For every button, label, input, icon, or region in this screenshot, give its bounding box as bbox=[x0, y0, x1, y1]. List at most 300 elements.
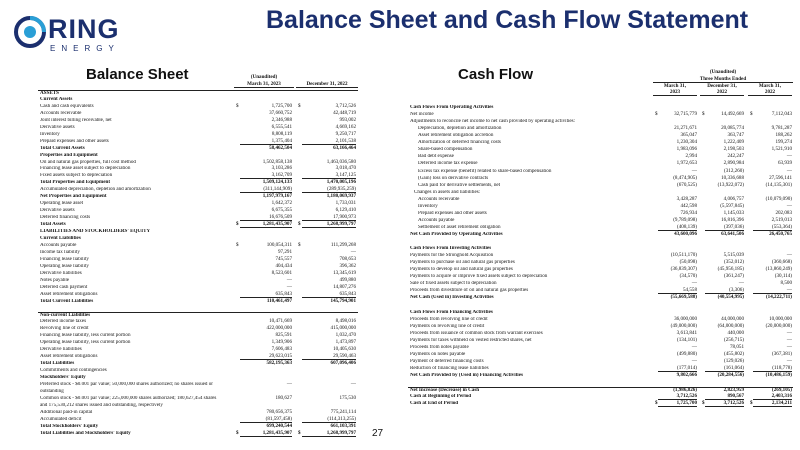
row-value-col2: 14,807,276 bbox=[333, 283, 356, 290]
row-value-col1: 2,346,988 bbox=[271, 116, 292, 123]
currency-sign: $ bbox=[236, 102, 239, 109]
row-value-col3: — bbox=[786, 357, 792, 364]
row-value-col1: — bbox=[691, 280, 697, 287]
table-row bbox=[38, 410, 358, 416]
table-row bbox=[408, 176, 793, 182]
row-value-col2: 3,147,125 bbox=[302, 173, 356, 179]
table-row bbox=[38, 333, 358, 339]
row-label: Stockholders' Equity bbox=[40, 374, 86, 380]
row-value-col1: (81,597,458) bbox=[240, 417, 292, 423]
row-value-col1: (8,474,905) bbox=[673, 174, 697, 181]
row-label: Net Increase (Decrease) in Cash bbox=[410, 388, 480, 394]
table-row bbox=[38, 354, 358, 360]
row-value-col3: (30,114) bbox=[774, 273, 792, 280]
currency-sign: $ bbox=[702, 400, 705, 407]
row-label: Proceeds from revolving line of credit bbox=[410, 316, 488, 322]
cf-period-label: Three Months Ended bbox=[653, 77, 793, 83]
row-label: Net Cash (Used in) Investing Activities bbox=[410, 295, 494, 301]
row-value-col2: 499,880 bbox=[339, 276, 356, 283]
row-value-col1: 7,606,483 bbox=[271, 346, 292, 353]
row-label: Asset retirement obligation accretion bbox=[418, 133, 494, 139]
row-value-col2: 2,198,503 bbox=[723, 146, 744, 153]
row-value-col2: 78,051 bbox=[729, 343, 744, 350]
row-value-col1: — bbox=[286, 283, 292, 290]
row-value-col1: 1,230,304 bbox=[676, 139, 697, 146]
page-number: 27 bbox=[372, 428, 384, 439]
row-value-col2: (312,260) bbox=[724, 167, 744, 174]
table-row bbox=[38, 250, 358, 256]
table-row bbox=[38, 236, 358, 242]
table-row bbox=[408, 169, 793, 175]
row-value-col1: 1,281,435,907 bbox=[240, 222, 292, 228]
row-value-col1: — bbox=[691, 343, 697, 350]
row-label: Common stock - $0.001 par value; 225,000,000 shares authorized; 180,627,454 shares bbox=[40, 395, 217, 401]
row-value-col2: 3,712,526 bbox=[705, 401, 744, 407]
row-value-col1: 745,557 bbox=[275, 255, 292, 262]
row-value-col1: 110,461,497 bbox=[266, 297, 292, 304]
row-value-col3: (13,860,249) bbox=[765, 266, 792, 273]
table-row bbox=[38, 319, 358, 325]
row-value-col2: 2,101,538 bbox=[302, 139, 356, 145]
row-value-col3: — bbox=[786, 252, 792, 259]
row-value-col2: 396,362 bbox=[339, 262, 356, 269]
row-value-col3: — bbox=[786, 167, 792, 174]
row-value-col2: 4,006,757 bbox=[723, 195, 744, 202]
table-row bbox=[38, 361, 358, 367]
currency-sign: $ bbox=[298, 102, 301, 109]
row-value-col1: 21,271,671 bbox=[674, 125, 697, 132]
table-row bbox=[38, 97, 358, 103]
row-value-col1: (10,511,170) bbox=[670, 252, 697, 259]
row-label: Changes in assets and liabilities: bbox=[414, 189, 481, 195]
row-value-col2: 44,000,000 bbox=[721, 315, 744, 322]
row-value-col1: 1,983,096 bbox=[676, 146, 697, 153]
currency-sign: $ bbox=[702, 111, 705, 118]
row-label: Income tax liability bbox=[40, 249, 80, 255]
row-value-col1: (50,098) bbox=[679, 259, 697, 266]
currency-sign: $ bbox=[298, 241, 301, 248]
row-value-col3: — bbox=[786, 343, 792, 350]
row-value-col3: — bbox=[786, 153, 792, 160]
row-value-col2: (40,554,995) bbox=[717, 294, 744, 301]
row-value-col2: 1,222,409 bbox=[723, 139, 744, 146]
row-label: Share-based compensation bbox=[418, 147, 473, 153]
logo-wordmark: RING bbox=[48, 14, 120, 44]
row-label: Deferred income tax expense bbox=[418, 161, 478, 167]
row-label: Payments on notes payable bbox=[410, 351, 466, 357]
table-row bbox=[408, 112, 793, 118]
cf-col2-header: December 31, bbox=[707, 83, 737, 89]
row-label: Deferred income taxes bbox=[40, 319, 87, 325]
currency-sign: $ bbox=[655, 111, 658, 118]
row-label: Deferred financing costs bbox=[40, 215, 91, 221]
row-value-col3: — bbox=[753, 288, 792, 294]
row-value-col2: 1,470,005,196 bbox=[326, 179, 356, 186]
row-label: Excess tax expense (benefit) related to share-based compensation bbox=[418, 168, 552, 174]
row-label: Cash at Beginning of Period bbox=[410, 394, 472, 400]
row-value-col2: 14,492,669 bbox=[721, 111, 744, 118]
row-value-col2: 4,669,162 bbox=[335, 123, 356, 130]
logo-subtitle: ENERGY bbox=[50, 44, 120, 53]
row-value-col2: (397,036) bbox=[705, 225, 744, 231]
row-value-col1: 32,715,779 bbox=[674, 111, 697, 118]
balance-sheet-table bbox=[38, 75, 358, 445]
table-row bbox=[38, 243, 358, 249]
row-label: Net Properties and Equipment bbox=[40, 194, 107, 200]
table-row bbox=[408, 310, 793, 316]
row-value-col2: (3,306) bbox=[705, 288, 744, 294]
table-row bbox=[38, 153, 358, 159]
row-label: LIABILITIES AND STOCKHOLDERS' EQUITY bbox=[40, 229, 151, 234]
row-value-col2: (114,313,255) bbox=[302, 417, 356, 423]
row-value-col1: 97,291 bbox=[277, 248, 292, 255]
table-row bbox=[408, 232, 793, 238]
row-label: Asset retirement obligations bbox=[40, 354, 98, 360]
row-value-col2: 63,641,506 bbox=[721, 230, 744, 237]
row-value-col1: 36,000,000 bbox=[674, 315, 697, 322]
row-value-col3: 2,519,013 bbox=[771, 216, 792, 223]
row-value-col2: 635,843 bbox=[302, 292, 356, 298]
row-label: Depreciation, depletion and amortization bbox=[418, 126, 502, 132]
row-label: Total Current Assets bbox=[40, 145, 85, 151]
table-row bbox=[38, 215, 358, 221]
row-label: Additional paid-in capital bbox=[40, 409, 93, 415]
row-label: Inventory bbox=[40, 131, 60, 137]
row-label: Derivative liabilities bbox=[40, 270, 82, 276]
table-row bbox=[38, 403, 358, 409]
table-row bbox=[38, 271, 358, 277]
row-value-col1: 58,462,504 bbox=[269, 144, 292, 151]
cf-col2-year: 2022 bbox=[700, 90, 744, 96]
row-value-col2: 1,733,031 bbox=[335, 200, 356, 207]
row-value-col3: (14,135,301) bbox=[765, 181, 792, 188]
row-label: and 175,530,212 shares issued and outstanding, respectively bbox=[40, 402, 163, 408]
table-row bbox=[408, 239, 793, 245]
row-value-col2: 775,241,114 bbox=[330, 408, 356, 415]
row-label: Total Properties and Equipment bbox=[40, 180, 111, 186]
row-value-col1: 726,934 bbox=[680, 209, 697, 216]
row-value-col1: (408,139) bbox=[658, 225, 697, 231]
row-value-col1: 1,349,906 bbox=[271, 339, 292, 346]
row-label: Amortization of deferred financing costs bbox=[418, 140, 501, 146]
cash-flow-title: Cash Flow bbox=[458, 66, 534, 83]
row-value-col2: 993,002 bbox=[339, 116, 356, 123]
bs-unaudited-label: (Unaudited) bbox=[250, 74, 278, 80]
row-value-col2: 3,712,526 bbox=[335, 102, 356, 109]
row-value-col3: 9,781,287 bbox=[771, 125, 792, 132]
table-row bbox=[408, 380, 793, 386]
row-value-col1: 10,471,669 bbox=[269, 318, 292, 325]
table-row bbox=[38, 201, 358, 207]
row-label: Reduction of financing lease liabilities bbox=[410, 365, 489, 371]
row-value-col2: 1,145,033 bbox=[723, 209, 744, 216]
bs-col2-header: December 31, 2022 bbox=[296, 82, 358, 88]
table-row bbox=[38, 264, 358, 270]
table-row bbox=[38, 222, 358, 228]
row-value-col1: 365,047 bbox=[680, 132, 697, 139]
row-value-col2: 29,590,463 bbox=[302, 354, 356, 360]
row-value-col3: 8,500 bbox=[780, 280, 792, 287]
row-value-col1: 442,598 bbox=[680, 202, 697, 209]
row-value-col1: 3,103,286 bbox=[271, 165, 292, 172]
row-label: Net income bbox=[410, 112, 434, 118]
row-label: Sale of fixed assets subject to depreciation bbox=[410, 281, 497, 287]
row-value-col1: 1,197,979,167 bbox=[262, 193, 292, 200]
row-label: Payments on revolving line of credit bbox=[410, 323, 485, 329]
row-label: Operating lease liability bbox=[40, 263, 89, 269]
currency-sign: $ bbox=[236, 429, 239, 436]
row-label: Proceeds from divestiture of oil and natural gas properties bbox=[410, 288, 529, 294]
row-value-col2: 175,530 bbox=[339, 394, 356, 401]
table-row bbox=[38, 187, 358, 193]
table-row bbox=[38, 431, 358, 437]
row-value-col3: (553,364) bbox=[753, 225, 792, 231]
row-value-col1: 43,600,096 bbox=[674, 230, 697, 237]
table-row bbox=[38, 194, 358, 200]
table-row bbox=[38, 160, 358, 166]
row-value-col1: 582,195,363 bbox=[266, 360, 292, 367]
row-value-col2: 3,018,470 bbox=[335, 165, 356, 172]
row-label: Cash Flows From Investing Activities bbox=[410, 246, 492, 252]
table-row bbox=[38, 166, 358, 172]
table-row bbox=[38, 312, 358, 318]
row-label: Current Assets bbox=[40, 96, 73, 102]
row-label: Cash paid for derivative settlements, net bbox=[418, 182, 501, 188]
row-label: Preferred stock - $0.001 par value; 50,000,000 shares authorized; no shares issued or bbox=[40, 381, 213, 387]
row-value-col2: 1,473,897 bbox=[335, 339, 356, 346]
ring-logo-icon bbox=[12, 12, 52, 52]
row-value-col1: 54,558 bbox=[658, 288, 697, 294]
row-value-col2: 10,405,630 bbox=[333, 346, 356, 353]
row-label: Commitments and contingencies bbox=[40, 368, 107, 373]
row-value-col1: 1,972,653 bbox=[676, 160, 697, 167]
table-row bbox=[408, 373, 793, 379]
row-value-col3: 199,274 bbox=[775, 139, 792, 146]
row-label: (Gain) loss on derivative contracts bbox=[418, 175, 489, 181]
row-value-col1: 1,281,435,907 bbox=[240, 431, 292, 437]
row-value-col2: 890,567 bbox=[705, 394, 744, 400]
row-value-col2: — bbox=[350, 248, 356, 255]
row-label: Asset retirement obligations bbox=[40, 291, 98, 297]
row-label: Total Liabilities bbox=[40, 361, 75, 367]
row-value-col2: 13,345,619 bbox=[333, 269, 356, 276]
row-value-col2: 20,085,774 bbox=[721, 125, 744, 132]
row-label: Payments for taxes withheld on vested restricted shares, net bbox=[410, 337, 532, 343]
row-value-col1: (670,525) bbox=[677, 181, 697, 188]
row-value-col2: 440,000 bbox=[727, 329, 744, 336]
row-value-col1: (499,880) bbox=[677, 350, 697, 357]
row-label: Payment of deferred financing costs bbox=[410, 358, 484, 364]
cf-col3-year: 2022 bbox=[748, 90, 792, 96]
balance-sheet-title: Balance Sheet bbox=[86, 66, 189, 83]
cash-flow-table bbox=[408, 70, 793, 448]
currency-sign: $ bbox=[236, 241, 239, 248]
row-label: Proceeds from notes payable bbox=[410, 344, 469, 350]
table-row bbox=[38, 90, 358, 96]
row-value-col1: (36,839,307) bbox=[670, 266, 697, 273]
row-label: Notes payable bbox=[40, 277, 69, 283]
row-value-col1: 1,725,700 bbox=[658, 401, 697, 407]
table-row bbox=[38, 208, 358, 214]
row-value-col1: 8,523,601 bbox=[271, 269, 292, 276]
row-label: Inventory bbox=[418, 203, 438, 209]
row-label: Accounts receivable bbox=[40, 110, 82, 116]
row-value-col2: — bbox=[738, 280, 744, 287]
row-label: Prepaid expenses and other assets bbox=[418, 210, 487, 216]
row-value-col1: 780,656,375 bbox=[266, 408, 292, 415]
page-title: Balance Sheet and Cash Flow Statement bbox=[266, 6, 749, 34]
table-row bbox=[38, 118, 358, 124]
row-label: Derivative assets bbox=[40, 124, 75, 130]
row-value-col3: (269,105) bbox=[772, 387, 792, 394]
table-row bbox=[38, 375, 358, 381]
row-value-col2: 1,268,999,797 bbox=[302, 222, 356, 228]
table-row bbox=[38, 340, 358, 346]
row-value-col1: 825,591 bbox=[275, 332, 292, 339]
row-label: Accounts payable bbox=[418, 217, 455, 223]
row-value-col2: (256,715) bbox=[724, 336, 744, 343]
row-value-col2: (13,922,072) bbox=[717, 181, 744, 188]
row-label: Accumulated deficit bbox=[40, 416, 82, 422]
row-value-col2: 2,823,959 bbox=[723, 387, 744, 394]
row-label: Derivative liabilities bbox=[40, 347, 82, 353]
table-row bbox=[408, 401, 793, 407]
row-value-col1: 100,054,311 bbox=[266, 241, 292, 248]
row-value-col3: — bbox=[786, 336, 792, 343]
row-value-col1: (34,570) bbox=[679, 273, 697, 280]
row-value-col2: (161,064) bbox=[705, 366, 744, 372]
row-value-col3: 27,596,141 bbox=[769, 174, 792, 181]
table-row bbox=[38, 285, 358, 291]
row-label: Operating lease asset bbox=[40, 201, 83, 207]
table-row bbox=[38, 173, 358, 179]
row-value-col2: 242,247 bbox=[727, 153, 744, 160]
row-value-col1: 6,675,355 bbox=[271, 207, 292, 214]
row-value-col1: 422,000,000 bbox=[266, 325, 292, 332]
table-row bbox=[38, 305, 358, 311]
row-value-col1: 1,375,404 bbox=[240, 139, 292, 145]
row-value-col2: 8,498,016 bbox=[335, 318, 356, 325]
currency-sign: $ bbox=[750, 400, 753, 407]
row-label: Net Cash Provided by Operating Activities bbox=[410, 231, 503, 237]
row-value-col3: 10,000,000 bbox=[769, 315, 792, 322]
row-value-col1: 1,725,700 bbox=[271, 102, 292, 109]
table-row bbox=[38, 278, 358, 284]
row-value-col2: (129,026) bbox=[724, 357, 744, 364]
cf-col1-header: March 31, bbox=[663, 83, 687, 89]
row-value-col1: 635,843 bbox=[240, 292, 292, 298]
row-label: Payments for the Stronghold Acquisition bbox=[410, 253, 494, 259]
row-value-col3: (367,381) bbox=[772, 350, 792, 357]
row-label: Current Liabilities bbox=[40, 235, 81, 241]
table-row bbox=[38, 257, 358, 263]
row-label: Total Current Liabilities bbox=[40, 298, 94, 304]
row-value-col2: 1,180,069,937 bbox=[326, 193, 356, 200]
row-value-col2: (45,956,185) bbox=[717, 266, 744, 273]
row-label: Payments to develop oil and natural gas properties bbox=[410, 267, 513, 273]
row-label: Derivative assets bbox=[40, 208, 75, 214]
table-row bbox=[408, 317, 793, 323]
table-row bbox=[38, 180, 358, 186]
row-value-col2: 10,336,688 bbox=[721, 174, 744, 181]
row-value-col1: 16,676,509 bbox=[240, 215, 292, 221]
row-value-col1: (134,101) bbox=[677, 336, 697, 343]
row-value-col1: — bbox=[691, 167, 697, 174]
row-value-col3: 202,083 bbox=[775, 209, 792, 216]
table-row bbox=[38, 139, 358, 145]
row-value-col1: 699,240,544 bbox=[266, 422, 292, 429]
row-label: Cash Flows From Operating Activities bbox=[410, 105, 494, 111]
table-row bbox=[408, 183, 793, 189]
table-row bbox=[38, 424, 358, 430]
row-value-col1: 8,808,119 bbox=[271, 130, 292, 137]
table-row bbox=[38, 347, 358, 353]
row-value-col2: 363,747 bbox=[727, 132, 744, 139]
table-row bbox=[408, 295, 793, 301]
row-value-col2: 9,250,717 bbox=[335, 130, 356, 137]
currency-sign: $ bbox=[298, 429, 301, 436]
row-value-col1: 29,623,015 bbox=[240, 354, 292, 360]
table-row bbox=[408, 161, 793, 167]
row-label: Total Assets bbox=[40, 222, 66, 228]
table-row bbox=[38, 368, 358, 374]
table-row bbox=[38, 132, 358, 138]
row-label: Settlement of asset retirement obligation bbox=[418, 224, 501, 230]
table-row bbox=[38, 111, 358, 117]
row-value-col3: 188,262 bbox=[775, 132, 792, 139]
row-label: Joint interest billing receivable, net bbox=[40, 117, 112, 123]
cf-col3-header: March 31, bbox=[758, 83, 782, 89]
currency-sign: $ bbox=[236, 221, 239, 228]
row-label: Financing lease liability bbox=[40, 256, 89, 262]
row-value-col2: — bbox=[350, 380, 356, 387]
row-label: Accounts payable bbox=[40, 242, 77, 248]
row-value-col1: (1,986,826) bbox=[673, 387, 697, 394]
row-label: Payments to purchase oil and natural gas properties bbox=[410, 260, 515, 266]
row-value-col1: 1,509,124,133 bbox=[262, 179, 292, 186]
row-value-col2: 111,299,268 bbox=[330, 241, 356, 248]
row-value-col2: 415,000,000 bbox=[330, 325, 356, 332]
row-value-col2: 1,463,036,580 bbox=[326, 158, 356, 165]
row-value-col2: 2,890,984 bbox=[723, 160, 744, 167]
row-value-col1: (55,669,588) bbox=[670, 294, 697, 301]
row-value-col2: 661,103,391 bbox=[330, 422, 356, 429]
row-label: Accumulated depreciation, depletion and amortization bbox=[40, 187, 151, 193]
row-label: Properties and Equipment bbox=[40, 152, 98, 158]
row-value-col1: 37,660,752 bbox=[269, 109, 292, 116]
table-row bbox=[38, 382, 358, 388]
row-value-col2: 607,096,406 bbox=[330, 360, 356, 367]
currency-sign: $ bbox=[750, 111, 753, 118]
row-value-col2: (289,935,259) bbox=[302, 187, 356, 193]
row-label: outstanding bbox=[40, 388, 64, 394]
row-value-col2: (20,284,556) bbox=[717, 371, 744, 378]
row-value-col1: 180,627 bbox=[275, 394, 292, 401]
row-label: Bad debt expense bbox=[418, 154, 454, 160]
row-label: ASSETS bbox=[40, 91, 59, 96]
row-value-col1: 404,434 bbox=[275, 262, 292, 269]
table-row bbox=[408, 302, 793, 308]
table-row bbox=[38, 396, 358, 402]
row-value-col3: (10,079,090) bbox=[765, 195, 792, 202]
row-label: Financing lease liability, less current portion bbox=[40, 333, 131, 339]
row-value-col1: (177,014) bbox=[658, 366, 697, 372]
row-value-col3: (20,000,000) bbox=[765, 322, 792, 329]
row-value-col2: 5,515,039 bbox=[723, 252, 744, 259]
row-value-col2: (5,597,845) bbox=[720, 202, 744, 209]
cf-unaudited-label: (Unaudited) bbox=[709, 69, 737, 75]
row-value-col2: 16,816,396 bbox=[721, 216, 744, 223]
